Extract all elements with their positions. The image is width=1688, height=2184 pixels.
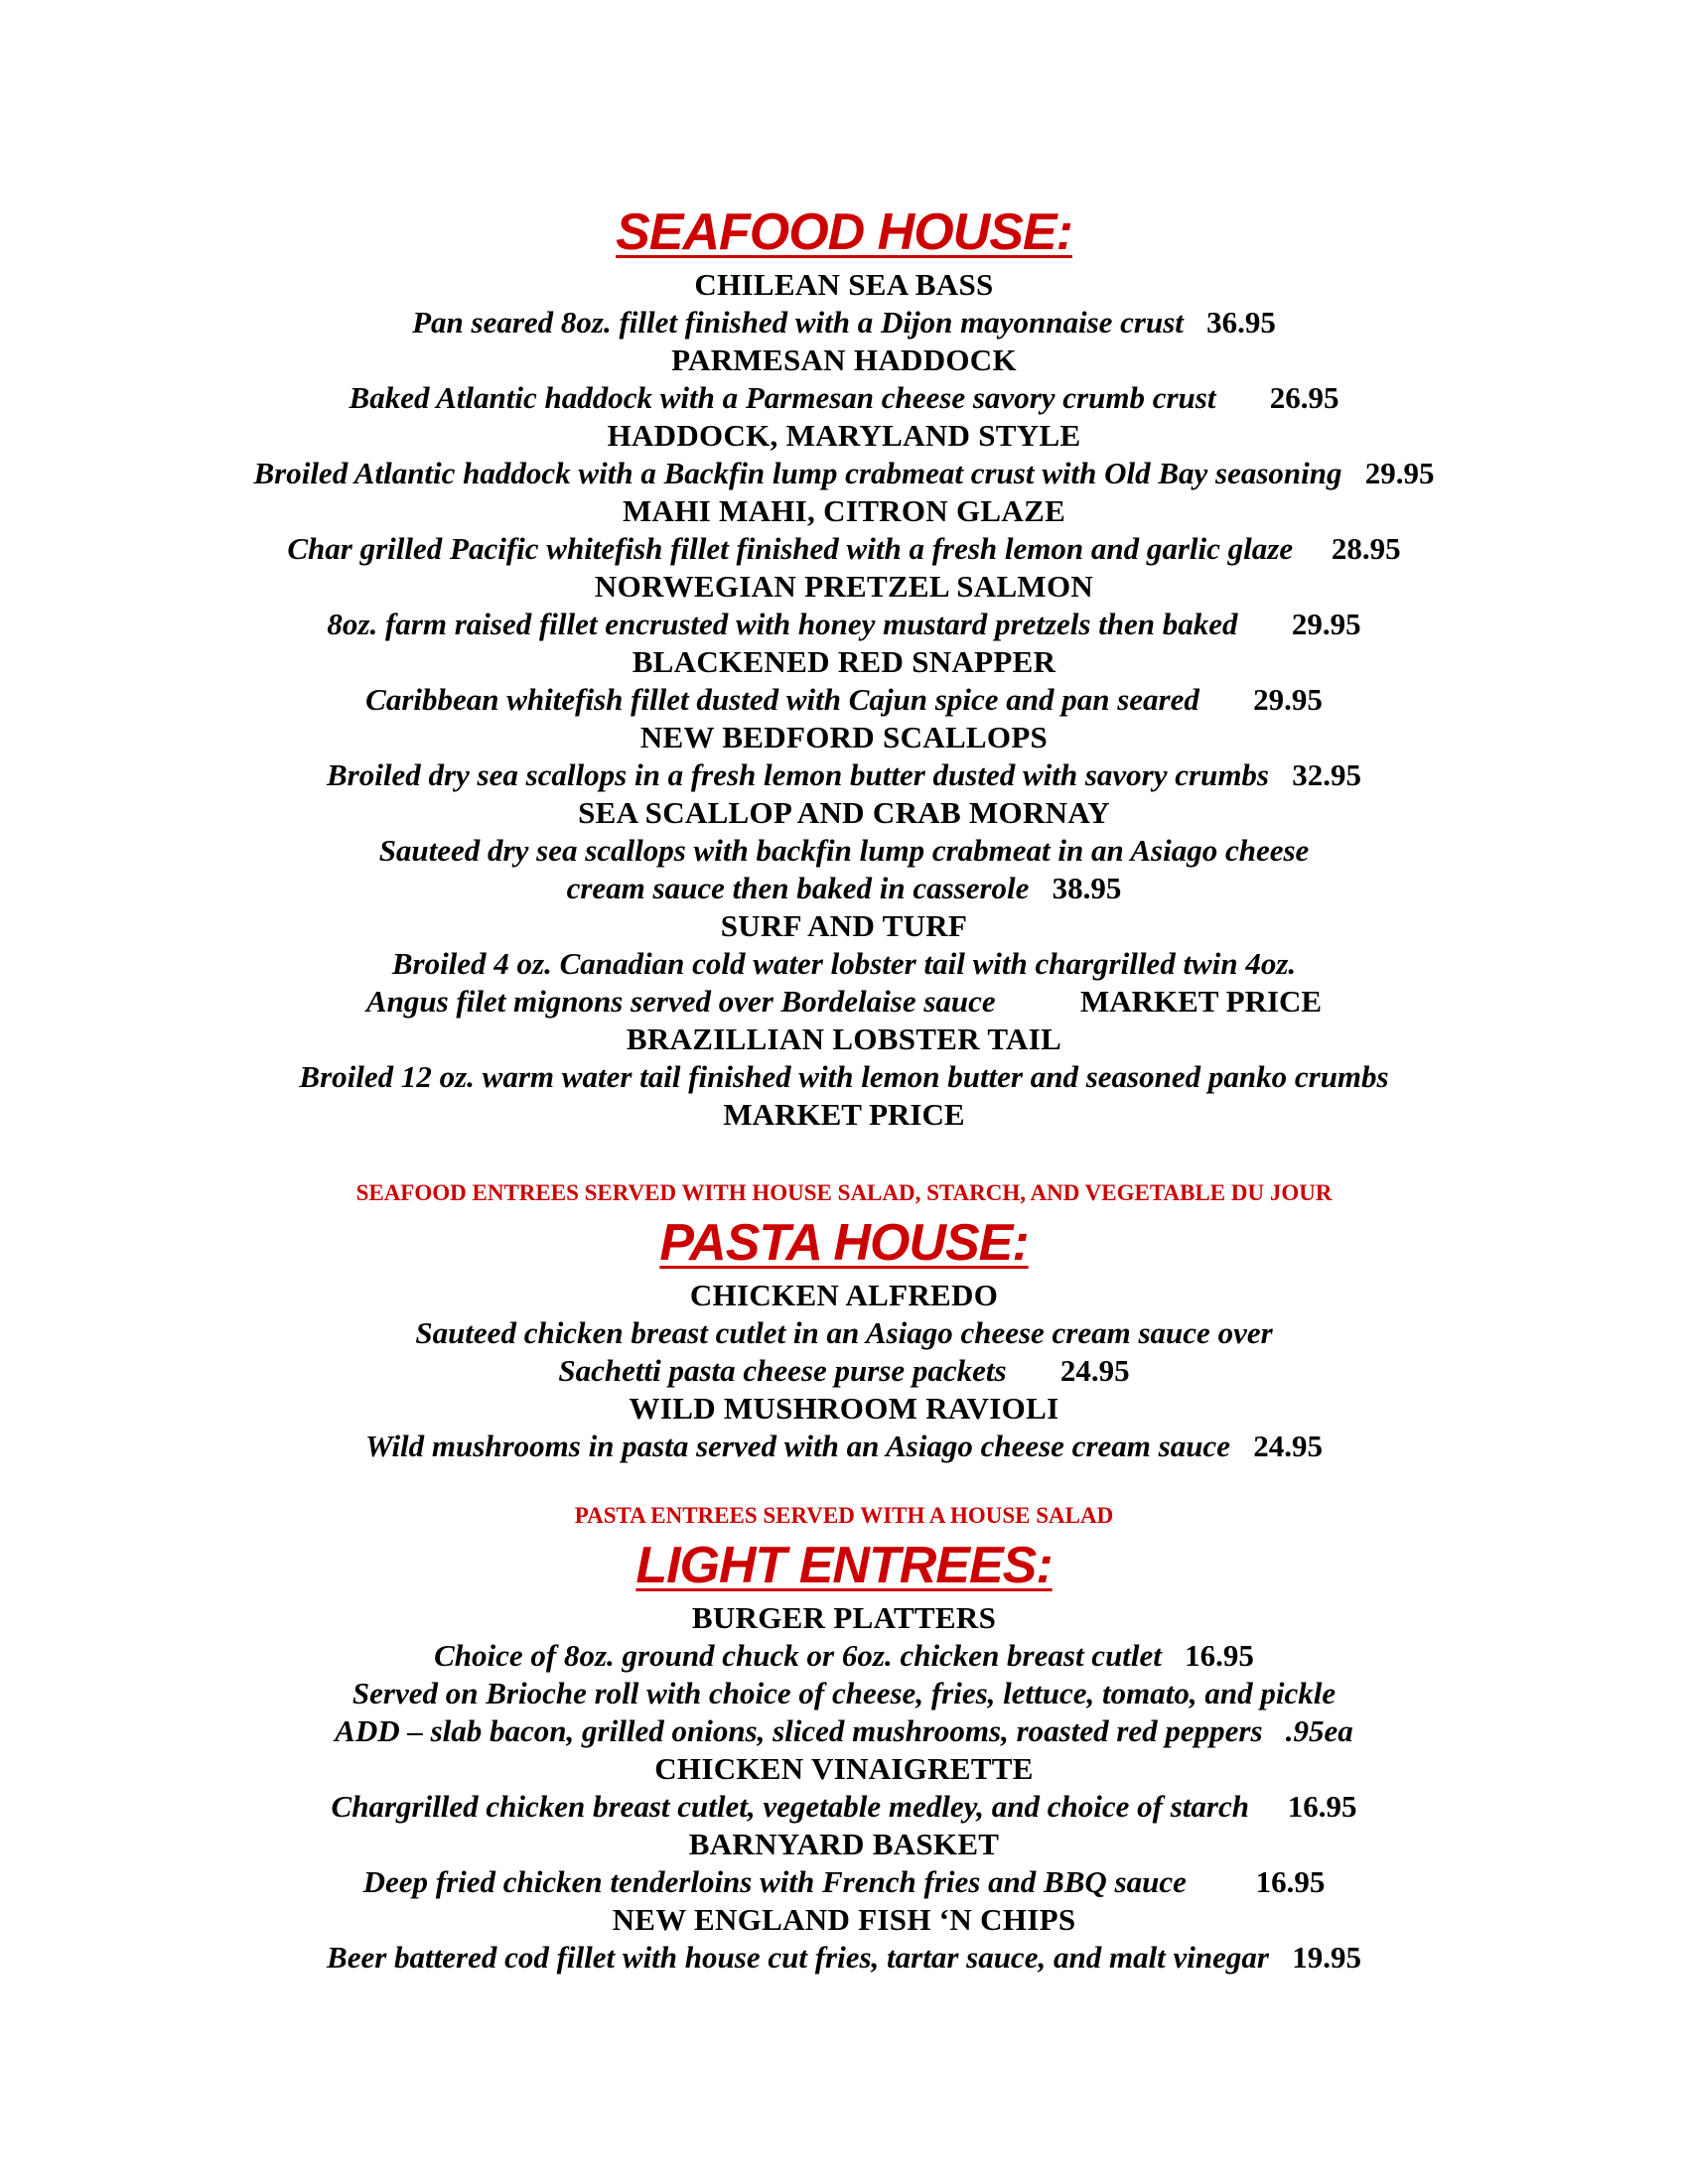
item-name-chicken-alfredo: CHICKEN ALFREDO [689,1278,999,1312]
item-line-surf-and-turf-2 [0,983,1688,1021]
item-price: 38.95 [1052,871,1122,905]
item-name-haddock-maryland: HADDOCK, MARYLAND STYLE [607,418,1081,453]
item-name-surf-and-turf: SURF AND TURF [720,908,968,943]
item-desc: Char grilled Pacific whitefish fillet finished with a fresh lemon and garlic glaze [287,531,1294,566]
item-desc: Pan seared 8oz. fillet finished with a Dijon mayonnaise crust [412,305,1184,340]
item-name-pretzel-salmon: NORWEGIAN PRETZEL SALMON [594,569,1094,604]
item-price: 32.95 [1292,757,1361,792]
item-name-bedford-scallops: NEW BEDFORD SCALLOPS [639,720,1049,754]
item-desc: Wild mushrooms in pasta served with an Asiago cheese cream sauce [365,1429,1230,1463]
item-price: MARKET PRICE [1079,984,1323,1019]
item-desc: Sauteed chicken breast cutlet in an Asiago cheese cream sauce over [415,1315,1273,1350]
item-price: 24.95 [1059,1353,1130,1388]
item-line-scallop-crab-mornay-2 [0,870,1688,907]
item-desc: Sachetti pasta cheese purse packets [558,1353,1007,1388]
item-desc: cream sauce then baked in casserole [566,871,1030,905]
item-desc: Angus filet mignons served over Bordelaise sauce [365,984,996,1019]
item-desc: Beer battered cod fillet with house cut fries, tartar sauce, and malt vinegar [327,1940,1269,1975]
seafood-note: SEAFOOD ENTREES SERVED WITH HOUSE SALAD, STARCH, AND VEGETABLE DU JOUR [355,1180,1333,1205]
item-line-chicken-alfredo-1 [0,1314,1688,1352]
item-line-barnyard-basket [0,1863,1688,1901]
item-desc: Baked Atlantic haddock with a Parmesan cheese savory crumb crust [349,380,1216,415]
item-price: 16.95 [1255,1864,1326,1899]
item-price: 26.95 [1269,380,1339,415]
item-name-chilean-sea-bass: CHILEAN SEA BASS [694,267,994,302]
item-desc: Caribbean whitefish fillet dusted with Cajun spice and pan seared [365,682,1199,717]
item-desc: 8oz. farm raised fillet encrusted with honey mustard pretzels then baked [327,607,1238,641]
item-name-scallop-crab-mornay: SEA SCALLOP AND CRAB MORNAY [578,795,1110,830]
item-line-chicken-alfredo-2 [0,1352,1688,1390]
item-price: 29.95 [1291,607,1361,641]
item-desc: Sauteed dry sea scallops with backfin lump crabmeat in an Asiago cheese [378,833,1310,868]
item-desc: Chargrilled chicken breast cutlet, vegetable medley, and choice of starch [331,1789,1249,1824]
item-line-burger-platters-1 [0,1637,1688,1675]
item-name-barnyard-basket: BARNYARD BASKET [688,1827,1000,1861]
item-line-red-snapper [0,681,1688,719]
light-section-title: LIGHT ENTREES: [635,1537,1053,1594]
item-line-lobster-tail [0,1058,1688,1096]
item-name-chicken-vinaigrette: CHICKEN VINAIGRETTE [654,1751,1034,1786]
item-desc: Broiled 12 oz. warm water tail finished with lemon butter and seasoned panko crumbs [299,1059,1389,1094]
item-line-mushroom-ravioli [0,1428,1688,1465]
item-price: 28.95 [1331,531,1401,566]
item-name-mahi-mahi: MAHI MAHI, CITRON GLAZE [622,493,1066,528]
item-name-red-snapper: BLACKENED RED SNAPPER [632,644,1056,679]
item-price: 24.95 [1253,1429,1323,1463]
seafood-section-title: SEAFOOD HOUSE: [616,204,1072,261]
pasta-section-title: PASTA HOUSE: [659,1214,1029,1272]
item-desc: Broiled Atlantic haddock with a Backfin lump crabmeat crust with Old Bay seasoning [253,456,1342,490]
item-name-lobster-tail: BRAZILLIAN LOBSTER TAIL [626,1022,1062,1056]
item-line-parmesan-haddock [0,379,1688,417]
item-desc: Served on Brioche roll with choice of cheese, fries, lettuce, tomato, and pickle [352,1676,1336,1710]
item-line-burger-platters-3 [0,1712,1688,1750]
item-desc: Broiled dry sea scallops in a fresh lemon butter dusted with savory crumbs [326,757,1269,792]
item-name-parmesan-haddock: PARMESAN HADDOCK [671,342,1017,377]
item-line-bedford-scallops [0,756,1688,794]
item-desc: Broiled 4 oz. Canadian cold water lobster tail with chargrilled twin 4oz. [391,946,1297,981]
item-price: .95ea [1285,1713,1353,1748]
item-price: 19.95 [1292,1940,1361,1975]
item-name-burger-platters: BURGER PLATTERS [691,1600,997,1635]
item-line-haddock-maryland [0,455,1688,492]
item-name-mushroom-ravioli: WILD MUSHROOM RAVIOLI [629,1391,1059,1426]
item-line-pretzel-salmon [0,606,1688,643]
item-desc: ADD – slab bacon, grilled onions, sliced mushrooms, roasted red peppers [335,1713,1263,1748]
item-desc: Deep fried chicken tenderloins with French fries and BBQ sauce [362,1864,1187,1899]
item-desc: Choice of 8oz. ground chuck or 6oz. chicken breast cutlet [434,1638,1162,1673]
pasta-note: PASTA ENTREES SERVED WITH A HOUSE SALAD [574,1503,1114,1528]
item-price: 36.95 [1206,305,1276,340]
item-line-chicken-vinaigrette [0,1788,1688,1826]
item-price: 16.95 [1287,1789,1357,1824]
item-price: 16.95 [1185,1638,1254,1673]
item-price: 29.95 [1253,682,1323,717]
item-line-chilean-sea-bass [0,304,1688,341]
item-price-lobster-tail: MARKET PRICE [723,1097,965,1132]
item-line-surf-and-turf-1 [0,945,1688,983]
item-line-mahi-mahi [0,530,1688,568]
item-line-fish-n-chips [0,1939,1688,1977]
item-name-fish-n-chips: NEW ENGLAND FISH ‘N CHIPS [612,1902,1076,1937]
item-price: 29.95 [1364,456,1435,490]
item-line-scallop-crab-mornay-1 [0,832,1688,870]
item-line-burger-platters-2 [0,1675,1688,1712]
